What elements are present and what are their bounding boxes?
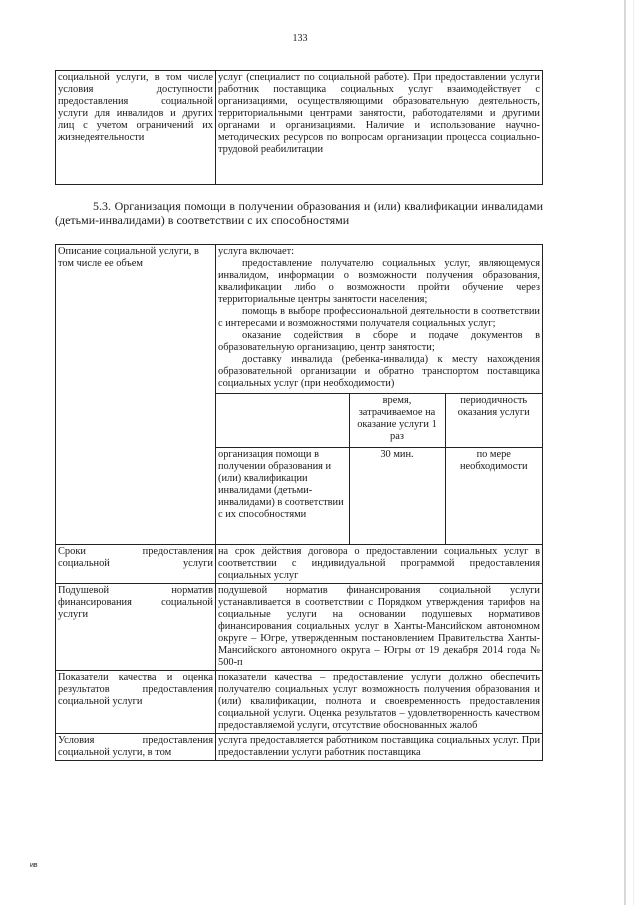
top-table-left-cell: социальной услуги, в том числе условия доступности предоставления социальной услуги для инвалидов и других лиц с учетом ограничений их жизнедеятельности — [56, 71, 216, 185]
row-quality-value: показатели качества – предоставление услуги должно обеспечить получателю социальных услуг возможность получения образования и (или) квалификации, полнота и своевременность предоставления социальной услуги. Оценка результатов – удовлетворенность качеством предоставляемой услуги, отсутствие обоснованных жалоб — [216, 670, 543, 733]
periodicity-subtable — [216, 393, 542, 544]
row-description — [56, 245, 543, 545]
row-conditions-label: Условия предоставления социальной услуги, в том — [56, 733, 216, 760]
row-description-label: Описание социальной услуги, в том числе ее объем — [56, 245, 216, 545]
description-item-1: предоставление получателю социальных услуг, являющемуся инвалидом, информации о возможности получения образования, квалификации либо о возможности пройти обучение через территориальные центры занятости населения; — [218, 258, 540, 305]
description-intro: услуга включает: — [218, 246, 295, 257]
row-norm — [56, 583, 543, 670]
page-number: 133 — [292, 33, 308, 44]
row-conditions — [56, 733, 543, 760]
row-conditions-value: услуга предоставляется работником поставщика социальных услуг. При предоставлении услуги работник поставщика — [216, 733, 543, 760]
section-number-visible: 5.3. — [93, 199, 111, 213]
subtable-time-header: время, затрачиваемое на оказание услуги 1 раз — [349, 394, 445, 448]
footer-mark: ив — [30, 862, 38, 869]
row-terms — [56, 544, 543, 583]
row-norm-label: Подушевой норматив финансирования социальной услуги — [56, 583, 216, 670]
row-quality — [56, 670, 543, 733]
row-description-value — [216, 245, 543, 545]
subtable-period-value: по мере необходимости — [445, 448, 542, 544]
row-terms-value: на срок действия договора о предоставлении социальных услуг в соответствии с индивидуальной программой предоставления социальных услуг — [216, 544, 543, 583]
description-item-3: оказание содействия в сборе и подаче документов в образовательную организацию, центр занятости; — [218, 330, 540, 353]
subtable-empty-header — [216, 394, 349, 448]
top-table-right-cell: услуг (специалист по социальной работе). При предоставлении услуги работник поставщика социальных услуг взаимодействует с организациями, осуществляющими образовательную деятельность, территориальными центрами занятости, работодателями и другими органами и организациями. Наличие и использование научно-методических ресурсов по вопросам организации процесса социально-трудовой реабилитации — [216, 71, 543, 185]
service-table — [55, 244, 543, 761]
top-continuation-table — [55, 70, 543, 185]
section-heading — [55, 199, 543, 227]
subtable-time-value: 30 мин. — [349, 448, 445, 544]
subtable-period-header: периодичность оказания услуги — [445, 394, 542, 448]
subtable-service-name: организация помощи в получении образования и (или) квалификации инвалидами (детьми-инвалидами) в соответствии с их способностями — [216, 448, 349, 544]
section-title-text: Организация помощи в получении образования и (или) квалификации инвалидами (детьми-инвалидами) в соответствии с их способностями — [55, 199, 544, 227]
row-terms-label: Сроки предоставления социальной услуги — [56, 544, 216, 583]
scan-edge-shadow — [624, 0, 626, 905]
row-norm-value: подушевой норматив финансирования социальной услуги устанавливается в соответствии с Порядком утверждения тарифов на социальные услуги на основании подушевых нормативов финансирования социальных услуг в Ханты-Мансийском автономном округе – Югре, утвержденным постановлением Правительства Ханты-Мансийского автономного округа – Югры от 19 декабря 2014 года № 500-п — [216, 583, 543, 670]
description-item-4: доставку инвалида (ребенка-инвалида) к месту нахождения образовательной организации и обратно транспортом поставщика социальных услуг (при необходимости) — [218, 354, 540, 389]
scan-edge-line — [633, 0, 634, 905]
description-item-2: помощь в выборе профессиональной деятельности в соответствии с интересами и возможностями получателя социальных услуг; — [218, 306, 540, 329]
row-quality-label: Показатели качества и оценка результатов предоставления социальной услуги — [56, 670, 216, 733]
